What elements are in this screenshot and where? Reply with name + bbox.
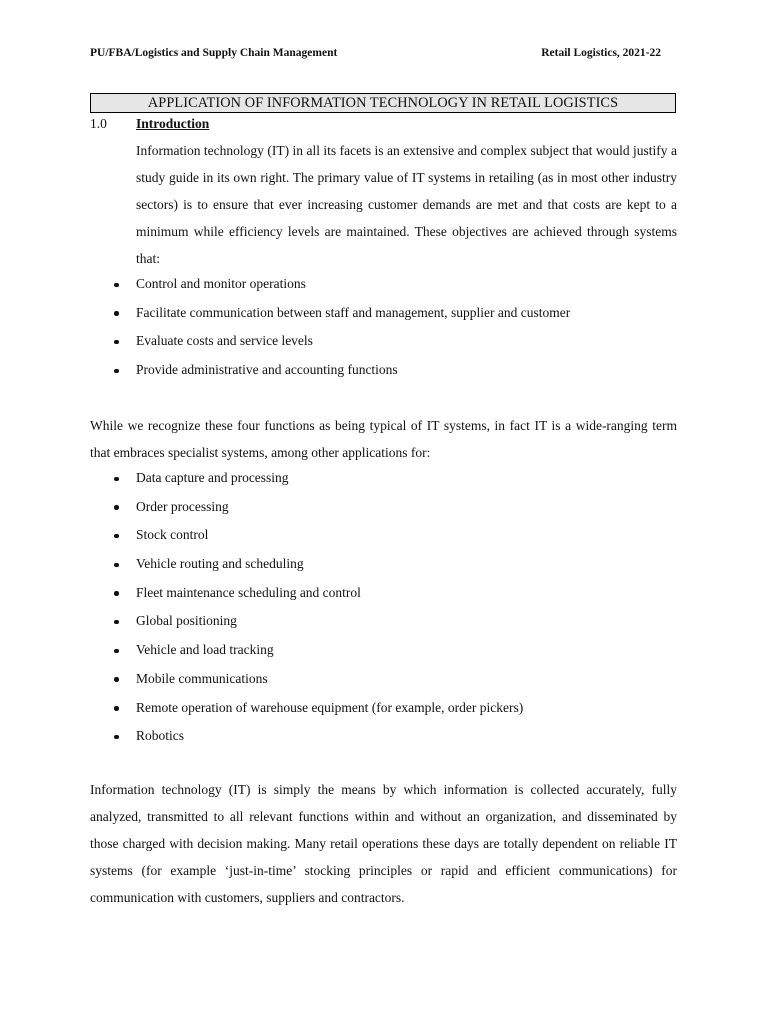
list-item: Evaluate costs and service levels: [90, 327, 570, 356]
list-item: Facilitate communication between staff and management, supplier and customer: [90, 299, 570, 328]
list-item: Vehicle routing and scheduling: [90, 550, 523, 579]
definition-paragraph: Information technology (IT) is simply the means by which information is collected accurately, fully analyzed, transmitted to all relevant functions within and without an organization, and disseminated by those charged with decision making. Many retail operations these days are totally dependent on reliable IT systems (for example ‘just-in-time’ stocking principles or rapid and efficient communications) for communication with customers, suppliers and contractors.: [90, 782, 677, 905]
list-item: Robotics: [90, 722, 523, 751]
page-header: [90, 47, 661, 63]
applications-list: [90, 464, 523, 751]
list-item: Provide administrative and accounting functions: [90, 356, 570, 385]
list-item: Control and monitor operations: [90, 270, 570, 299]
list-item: Remote operation of warehouse equipment (for example, order pickers): [90, 694, 523, 723]
document-title: APPLICATION OF INFORMATION TECHNOLOGY IN RETAIL LOGISTICS: [90, 93, 676, 113]
list-item: Vehicle and load tracking: [90, 636, 523, 665]
section-number: 1.0: [90, 116, 107, 131]
functions-paragraph: While we recognize these four functions as being typical of IT systems, in fact IT is a wide-ranging term that embraces specialist systems, among other applications for:: [90, 418, 677, 460]
list-item: Mobile communications: [90, 665, 523, 694]
header-module: Retail Logistics, 2021-22: [541, 47, 661, 59]
intro-paragraph: Information technology (IT) in all its facets is an extensive and complex subject that would justify a study guide in its own right. The primary value of IT systems in retailing (as in most other industry sectors) is to ensure that ever increasing customer demands are met and that costs are kept to a minimum while efficiency levels are maintained. These objectives are achieved through systems that:: [136, 143, 677, 266]
list-item: Order processing: [90, 493, 523, 522]
header-course: PU/FBA/Logistics and Supply Chain Management: [90, 47, 338, 59]
list-item: Fleet maintenance scheduling and control: [90, 579, 523, 608]
section-title: Introduction: [136, 116, 210, 131]
objectives-list: [90, 270, 570, 385]
list-item: Global positioning: [90, 607, 523, 636]
list-item: Stock control: [90, 521, 523, 550]
list-item: Data capture and processing: [90, 464, 523, 493]
